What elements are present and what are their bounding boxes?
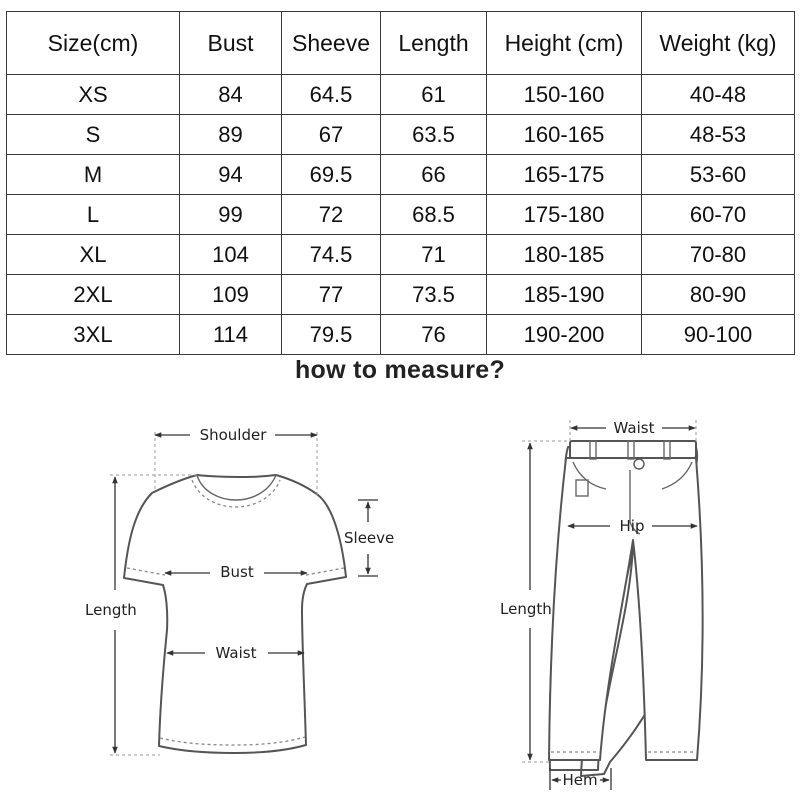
cell-size: XS — [7, 75, 180, 115]
cell-size: S — [7, 115, 180, 155]
cell-weight: 90-100 — [642, 315, 795, 355]
pants-illustration — [549, 441, 703, 776]
bust-label: Bust — [220, 563, 254, 581]
header-weight: Weight (kg) — [642, 12, 795, 75]
cell-length: 76 — [381, 315, 487, 355]
header-size: Size(cm) — [7, 12, 180, 75]
pants-waistband — [570, 441, 696, 458]
cell-weight: 80-90 — [642, 275, 795, 315]
hip-label: Hip — [619, 517, 645, 535]
cell-sleeve: 67 — [282, 115, 381, 155]
tshirt-illustration — [124, 475, 346, 753]
cell-sleeve: 69.5 — [282, 155, 381, 195]
cell-weight: 48-53 — [642, 115, 795, 155]
cell-length: 73.5 — [381, 275, 487, 315]
pants-button — [634, 459, 644, 469]
cell-weight: 60-70 — [642, 195, 795, 235]
pants-waist-label: Waist — [613, 419, 655, 437]
cell-size: 2XL — [7, 275, 180, 315]
sleeve-label: Sleeve — [344, 529, 395, 547]
header-sleeve: Sheeve — [282, 12, 381, 75]
shirt-length-label: Length — [85, 601, 137, 619]
cell-length: 66 — [381, 155, 487, 195]
cell-bust: 114 — [180, 315, 282, 355]
cell-sleeve: 77 — [282, 275, 381, 315]
cell-sleeve: 74.5 — [282, 235, 381, 275]
cell-height: 190-200 — [487, 315, 642, 355]
cell-bust: 89 — [180, 115, 282, 155]
cell-bust: 84 — [180, 75, 282, 115]
cell-size: 3XL — [7, 315, 180, 355]
how-to-measure-heading: how to measure? — [294, 356, 506, 384]
cell-height: 180-185 — [487, 235, 642, 275]
cell-height: 165-175 — [487, 155, 642, 195]
shirt-waist-label: Waist — [215, 644, 257, 662]
header-height: Height (cm) — [487, 12, 642, 75]
cell-length: 68.5 — [381, 195, 487, 235]
cell-height: 185-190 — [487, 275, 642, 315]
pants-length-label: Length — [500, 600, 552, 618]
cell-sleeve: 79.5 — [282, 315, 381, 355]
hem-label: Hem — [562, 771, 598, 789]
cell-bust: 94 — [180, 155, 282, 195]
cell-length: 63.5 — [381, 115, 487, 155]
cell-size: M — [7, 155, 180, 195]
cell-size: L — [7, 195, 180, 235]
cell-bust: 109 — [180, 275, 282, 315]
cell-bust: 99 — [180, 195, 282, 235]
header-length: Length — [381, 12, 487, 75]
cell-bust: 104 — [180, 235, 282, 275]
header-bust: Bust — [180, 12, 282, 75]
tshirt-outline — [124, 475, 346, 753]
cell-length: 71 — [381, 235, 487, 275]
shoulder-label: Shoulder — [199, 426, 267, 444]
cell-weight: 70-80 — [642, 235, 795, 275]
cell-sleeve: 72 — [282, 195, 381, 235]
cell-size: XL — [7, 235, 180, 275]
cell-height: 175-180 — [487, 195, 642, 235]
cell-height: 150-160 — [487, 75, 642, 115]
cell-weight: 40-48 — [642, 75, 795, 115]
cell-length: 61 — [381, 75, 487, 115]
cell-height: 160-165 — [487, 115, 642, 155]
cell-sleeve: 64.5 — [282, 75, 381, 115]
cell-weight: 53-60 — [642, 155, 795, 195]
